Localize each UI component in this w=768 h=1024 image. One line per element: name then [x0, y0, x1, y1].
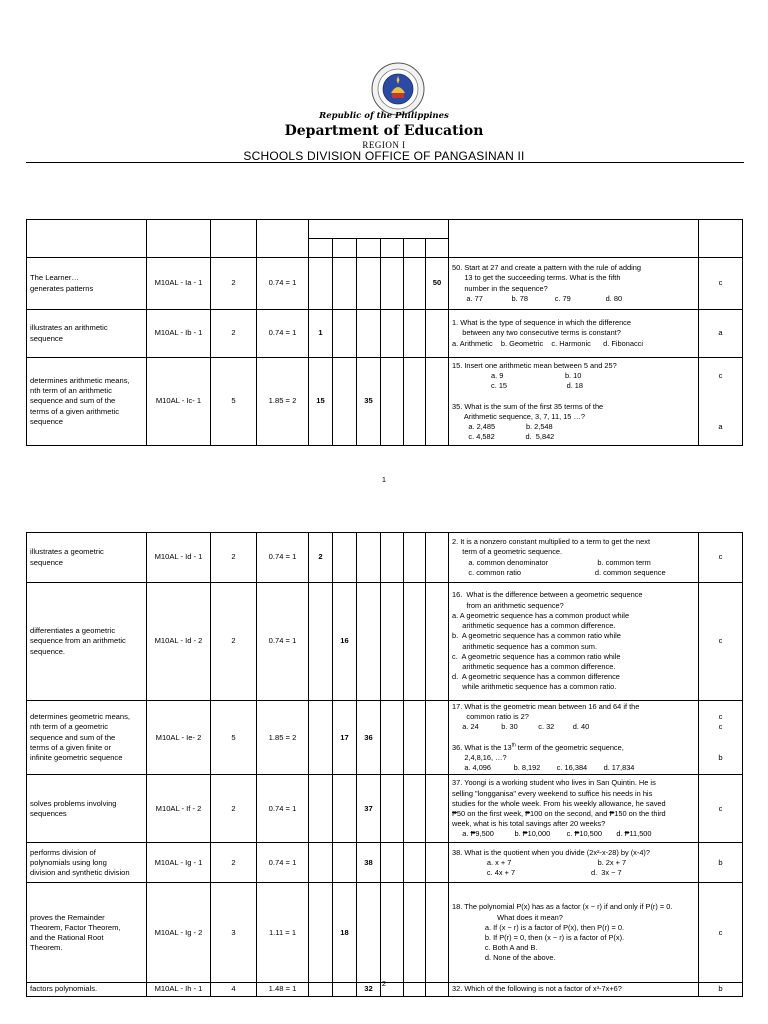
item-number-cell [426, 701, 449, 775]
item-number-cell [404, 310, 426, 358]
competency-line: sequences [30, 808, 67, 818]
answer-line: c [718, 636, 723, 646]
question-line: c. A geometric sequence has a common ratio while [452, 651, 621, 661]
item-number-cell [309, 701, 333, 775]
competency-cell [27, 258, 147, 310]
answer-line: c [718, 722, 723, 732]
page-number: 1 [381, 475, 387, 484]
item-number-cell: 18 [333, 883, 357, 983]
answer-line: a [718, 421, 723, 431]
table-row [27, 533, 743, 583]
answer-line [702, 743, 739, 753]
competency-line: polynomials using long [30, 857, 107, 867]
competency-line: sequence [30, 416, 63, 426]
question-cell [449, 310, 699, 358]
answer-key-cell [699, 533, 743, 583]
competency-line: nth term of a geometric [30, 722, 109, 732]
days-cell: 2 [211, 583, 257, 701]
answer-key-cell [699, 843, 743, 883]
answer-key-cell [699, 775, 743, 843]
item-number-cell [381, 310, 404, 358]
answer-line: c [718, 278, 723, 288]
item-number-cell: 36 [357, 701, 381, 775]
answer-key-cell [699, 310, 743, 358]
question-cell [449, 843, 699, 883]
days-cell: 2 [211, 775, 257, 843]
competency-line: sequence and sum of the [30, 732, 116, 742]
competency-line: terms of a given finite or [30, 742, 112, 752]
item-number-cell: 15 [309, 358, 333, 446]
item-number-cell [404, 258, 426, 310]
competency-cell [27, 843, 147, 883]
header-cell [309, 220, 449, 239]
header-cell [147, 220, 211, 258]
header-cell [309, 239, 333, 258]
question-line: arithmetic sequence has a common difference. [452, 621, 616, 631]
answer-line [702, 412, 739, 422]
days-cell: 5 [211, 358, 257, 446]
question-line: while arithmetic sequence has a common ratio. [452, 682, 617, 692]
item-number-cell: 16 [333, 583, 357, 701]
item-number-cell [357, 258, 381, 310]
division-line: SCHOOLS DIVISION OFFICE OF PANGASINAN II [243, 149, 525, 163]
question-line: c. 4,582 d. 5,842 [452, 432, 555, 442]
question-line: a. 77 b. 78 c. 79 d. 80 [452, 293, 623, 303]
code-cell: M10AL - Ic- 1 [147, 358, 211, 446]
question-line: arithmetic sequence has a common difference. [452, 661, 616, 671]
page-number: 2 [381, 979, 387, 988]
item-number-cell [357, 310, 381, 358]
answer-line: b [718, 857, 723, 867]
item-number-cell [381, 843, 404, 883]
answer-line: c [718, 927, 723, 937]
code-cell: M10AL - Ia - 1 [147, 258, 211, 310]
competency-line: and the Rational Root [30, 932, 104, 942]
competency-cell [27, 775, 147, 843]
table-row [27, 883, 743, 983]
item-number-cell [426, 358, 449, 446]
question-line: 2. It is a nonzero constant multiplied to a term to get the next [452, 537, 651, 547]
question-line: arithmetic sequence has a common sum. [452, 641, 598, 651]
days-cell: 2 [211, 310, 257, 358]
question-line: 18. The polynomial P(x) has as a factor (x − r) if and only if P(r) = 0. [452, 902, 673, 912]
item-number-cell [357, 583, 381, 701]
item-number-cell [333, 258, 357, 310]
item-number-cell [404, 533, 426, 583]
question-line: a. If (x − r) is a factor of P(x), then P(r) = 0. [452, 922, 625, 932]
question-line: c. Both A and B. [452, 943, 538, 953]
question-line: a. 24 b. 30 c. 32 d. 40 [452, 722, 590, 732]
header-cell [404, 239, 426, 258]
item-number-cell [309, 883, 333, 983]
item-number-cell [426, 775, 449, 843]
item-number-cell: 2 [309, 533, 333, 583]
question-line: d. A geometric sequence has a common difference [452, 672, 620, 682]
code-cell: M10AL - Ie- 2 [147, 701, 211, 775]
question-line [452, 391, 695, 401]
question-line: b. A geometric sequence has a common ratio while [452, 631, 621, 641]
question-line: 16. What is the difference between a geometric sequence [452, 590, 643, 600]
question-cell [449, 533, 699, 583]
question-line: a. 4,096 b. 8,192 c. 16,384 d. 17,834 [452, 763, 635, 773]
answer-line: c [718, 803, 723, 813]
table-row [27, 701, 743, 775]
question-line: selling "longganisa" every weekend to suffice his needs in his [452, 788, 653, 798]
question-line: a. A geometric sequence has a common product while [452, 610, 630, 620]
item-number-cell [309, 258, 333, 310]
question-line: 32. Which of the following is not a factor of x³-7x+6? [452, 984, 622, 994]
competency-line: sequence and sum of the [30, 396, 116, 406]
competency-line: terms of a given arithmetic [30, 406, 120, 416]
item-number-cell [381, 358, 404, 446]
answer-key-cell [699, 583, 743, 701]
item-number-cell: 37 [357, 775, 381, 843]
competency-cell [27, 701, 147, 775]
item-number-cell [309, 843, 333, 883]
question-line: 15. Insert one arithmetic mean between 5 and 25? [452, 360, 617, 370]
question-cell [449, 358, 699, 446]
percent-cell: 0.74 = 1 [257, 533, 309, 583]
header-cell [357, 239, 381, 258]
question-line: 2,4,8,16, …? [452, 753, 507, 763]
days-cell: 2 [211, 258, 257, 310]
percent-cell: 0.74 = 1 [257, 258, 309, 310]
question-line: c. 15 d. 18 [452, 381, 584, 391]
item-number-cell [426, 533, 449, 583]
days-cell: 5 [211, 701, 257, 775]
department-title: Department of Education [284, 123, 484, 139]
item-number-cell [426, 883, 449, 983]
question-line: a. 2,485 b. 2,548 [452, 421, 553, 431]
code-cell: M10AL - Ig - 2 [147, 883, 211, 983]
answer-key-cell [699, 883, 743, 983]
percent-cell: 0.74 = 1 [257, 310, 309, 358]
answer-line: c [718, 712, 723, 722]
percent-cell: 1.85 = 2 [257, 358, 309, 446]
question-line: a. Arithmetic b. Geometric c. Harmonic d. Fibonacci [452, 338, 643, 348]
percent-cell: 1.48 = 1 [257, 983, 309, 996]
question-line: studies for the whole week. From his weekly allowance, he saved [452, 798, 666, 808]
competency-line: nth term of an arithmetic [30, 386, 112, 396]
competency-cell [27, 883, 147, 983]
item-number-cell [426, 310, 449, 358]
question-line: What does it mean? [452, 912, 563, 922]
tos-table-page-2 [26, 532, 743, 997]
question-line: between any two consecutive terms is constant? [452, 328, 621, 338]
question-cell [449, 701, 699, 775]
competency-cell [27, 533, 147, 583]
region-line: REGION I [362, 140, 406, 150]
item-number-cell [404, 358, 426, 446]
question-line: a. 9 b. 10 [452, 370, 582, 380]
item-number-cell [426, 843, 449, 883]
question-line: from an arithmetic sequence? [452, 600, 564, 610]
competency-line: determines arithmetic means, [30, 375, 130, 385]
answer-line: c [718, 370, 723, 380]
answer-line [702, 391, 739, 401]
competency-line: sequence. [30, 646, 66, 656]
question-line: 50. Start at 27 and create a pattern with the rule of adding [452, 263, 641, 273]
question-line: term of a geometric sequence. [452, 547, 563, 557]
table-row [27, 583, 743, 701]
competency-line: infinite geometric sequence [30, 753, 123, 763]
item-number-cell [381, 701, 404, 775]
competency-line: solves problems involving [30, 798, 117, 808]
table-row [27, 258, 743, 310]
header-cell [381, 239, 404, 258]
competency-line: determines geometric means, [30, 712, 131, 722]
answer-line: c [718, 552, 723, 562]
question-cell [449, 775, 699, 843]
answer-line: b [718, 753, 723, 763]
item-number-cell [333, 310, 357, 358]
item-number-cell [333, 533, 357, 583]
competency-cell [27, 583, 147, 701]
table-row [27, 358, 743, 446]
table-row [27, 310, 743, 358]
competency-line: generates patterns [30, 283, 94, 293]
item-number-cell [309, 775, 333, 843]
question-line: 35. What is the sum of the first 35 terms of the [452, 401, 604, 411]
competency-line: differentiates a geometric [30, 626, 116, 636]
header-cell [333, 239, 357, 258]
days-cell: 2 [211, 843, 257, 883]
table-header-row [27, 220, 743, 239]
item-number-cell [357, 533, 381, 583]
header-cell [27, 220, 147, 258]
question-line: number in the sequence? [452, 283, 548, 293]
question-line: 36. What is the 13th term of the geometric sequence, [452, 742, 624, 752]
days-cell: 2 [211, 533, 257, 583]
answer-key-cell [699, 358, 743, 446]
code-cell: M10AL - Id - 2 [147, 583, 211, 701]
competency-line: proves the Remainder [30, 912, 105, 922]
deped-seal-icon [371, 62, 425, 116]
competency-line: sequence from an arithmetic [30, 636, 126, 646]
item-number-cell [333, 775, 357, 843]
question-line [452, 733, 695, 743]
competency-line: Theorem. [30, 943, 63, 953]
question-line: 37. Yoongi is a working student who lives in San Quintin. He is [452, 778, 656, 788]
item-number-cell [404, 843, 426, 883]
question-line: d. None of the above. [452, 953, 556, 963]
question-line: 1. What is the type of sequence in which the difference [452, 318, 631, 328]
item-number-cell [404, 883, 426, 983]
question-line: c. 4x + 7 d. 3x − 7 [452, 868, 622, 878]
header-cell [426, 239, 449, 258]
item-number-cell: 1 [309, 310, 333, 358]
answer-line: b [718, 984, 723, 994]
question-line: common ratio is 2? [452, 712, 529, 722]
question-line: 17. What is the geometric mean between 16 and 64 if the [452, 702, 640, 711]
code-cell: M10AL - Ig - 1 [147, 843, 211, 883]
question-line: b. If P(r) = 0, then (x − r) is a factor of P(x). [452, 932, 625, 942]
percent-cell: 0.74 = 1 [257, 843, 309, 883]
competency-line: The Learner… [30, 273, 79, 283]
table-row [27, 843, 743, 883]
item-number-cell [357, 883, 381, 983]
question-line: week, what is his total savings after 20 weeks? [452, 819, 606, 829]
item-number-cell: 17 [333, 701, 357, 775]
question-line: a. common denominator b. common term [452, 557, 651, 567]
competency-line: division and synthetic division [30, 868, 130, 878]
competency-line: illustrates a geometric [30, 547, 104, 557]
question-line: ₱50 on the first week, ₱100 on the second, and ₱150 on the third [452, 808, 666, 818]
item-number-cell [381, 775, 404, 843]
question-line: c. common ratio d. common sequence [452, 567, 666, 577]
item-number-cell [333, 843, 357, 883]
code-cell: M10AL - If - 2 [147, 775, 211, 843]
question-line: Arithmetic sequence, 3, 7, 11, 15 …? [452, 411, 585, 421]
header-cell [699, 220, 743, 258]
question-line: 13 to get the succeeding terms. What is the fifth [452, 273, 621, 283]
header-cell [211, 220, 257, 258]
item-number-cell: 35 [357, 358, 381, 446]
header-cell [449, 220, 699, 258]
question-line: a. ₱9,500 b. ₱10,000 c. ₱10,500 d. ₱11,500 [452, 829, 652, 839]
code-cell: M10AL - Ih - 1 [147, 983, 211, 996]
percent-cell: 0.74 = 1 [257, 775, 309, 843]
item-number-cell [381, 258, 404, 310]
republic-line: Republic of the Philippines [319, 111, 449, 121]
competency-cell [27, 310, 147, 358]
header-divider [26, 162, 744, 163]
competency-line: Theorem, Factor Theorem, [30, 922, 121, 932]
answer-key-cell [699, 701, 743, 775]
item-number-cell: 50 [426, 258, 449, 310]
question-cell [449, 583, 699, 701]
code-cell: M10AL - Id - 1 [147, 533, 211, 583]
competency-line: illustrates an arithmetic [30, 323, 108, 333]
item-number-cell [381, 883, 404, 983]
answer-line: a [718, 328, 723, 338]
item-number-cell [333, 358, 357, 446]
item-number-cell [404, 701, 426, 775]
item-number-cell [381, 583, 404, 701]
days-cell: 3 [211, 883, 257, 983]
answer-key-cell [699, 258, 743, 310]
question-cell [449, 258, 699, 310]
percent-cell: 1.11 = 1 [257, 883, 309, 983]
item-number-cell [381, 533, 404, 583]
answer-line [702, 402, 739, 412]
item-number-cell: 32 [357, 983, 381, 996]
table-row [27, 775, 743, 843]
competency-line: factors polynomials. [30, 984, 98, 994]
code-cell: M10AL - Ib - 1 [147, 310, 211, 358]
item-number-cell [426, 583, 449, 701]
question-line: a. x + 7 b. 2x + 7 [452, 857, 627, 867]
competency-cell [27, 358, 147, 446]
header-cell [257, 220, 309, 258]
answer-line [702, 733, 739, 743]
answer-line [702, 381, 739, 391]
tos-table-page-1 [26, 219, 743, 446]
competency-line: sequence [30, 333, 63, 343]
percent-cell: 0.74 = 1 [257, 583, 309, 701]
item-number-cell [404, 583, 426, 701]
question-line: 38. What is the quotient when you divide (2x²-x-28) by (x-4)? [452, 847, 650, 857]
days-cell: 4 [211, 983, 257, 996]
competency-line: performs division of [30, 847, 96, 857]
item-number-cell: 38 [357, 843, 381, 883]
percent-cell: 1.85 = 2 [257, 701, 309, 775]
question-cell [449, 883, 699, 983]
competency-line: sequence [30, 557, 63, 567]
item-number-cell [309, 583, 333, 701]
item-number-cell [404, 775, 426, 843]
